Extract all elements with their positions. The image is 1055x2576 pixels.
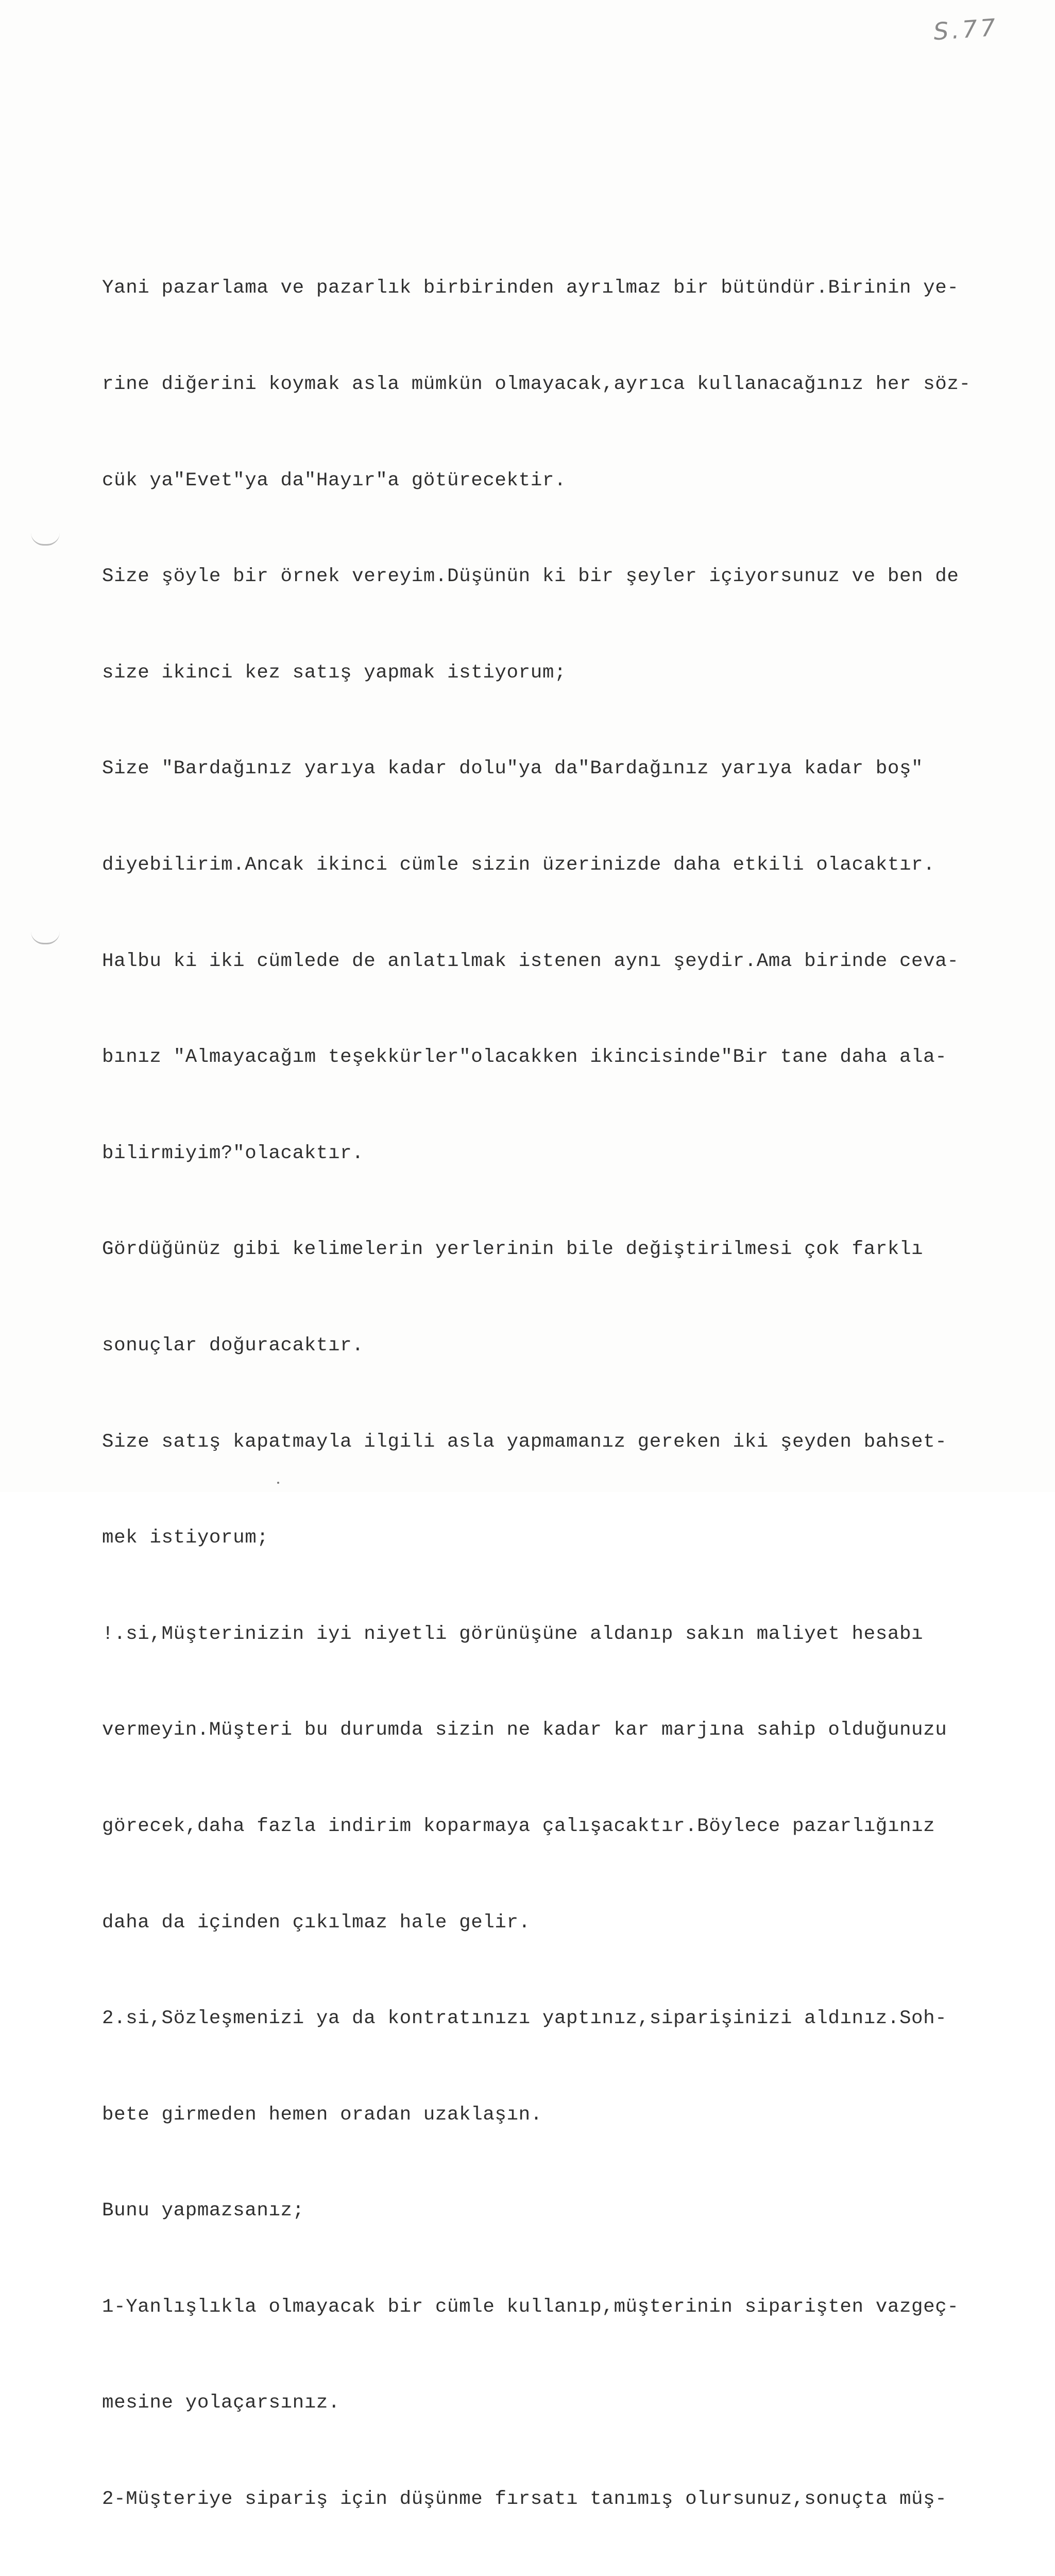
text-line: Gördüğünüz gibi kelimelerin yerlerinin bile değiştirilmesi çok farklı xyxy=(102,1239,924,1261)
text-line: mek istiyorum; xyxy=(102,1527,269,1549)
text-line: Halbu ki iki cümlede de anlatılmak istenen aynı şeydir.Ama birinde ceva- xyxy=(102,950,959,972)
text-line: bete girmeden hemen oradan uzaklaşın. xyxy=(102,2104,542,2126)
text-line: !.si,Müşterinizin iyi niyetli görünüşüne aldanıp sakın maliyet hesabı xyxy=(102,1623,924,1645)
text-line: daha da içinden çıkılmaz hale gelir. xyxy=(102,1911,531,1934)
text-line: Yani pazarlama ve pazarlık birbirinden ayrılmaz bir bütündür.Birinin ye- xyxy=(102,277,959,299)
text-line: size ikinci kez satış yapmak istiyorum; xyxy=(102,662,567,684)
scan-speck xyxy=(277,1482,279,1484)
text-line: 2-Müşteriye sipariş için düşünme fırsatı tanımış olursunuz,sonuçta müş- xyxy=(102,2488,947,2511)
text-line: Size satış kapatmayla ilgili asla yapmamanız gereken iki şeyden bahset- xyxy=(102,1431,947,1453)
typewritten-body-text xyxy=(102,208,1024,2576)
text-line: bınız "Almayacağım teşekkürler"olacakken ikincisinde"Bir tane daha ala- xyxy=(102,1046,947,1069)
text-line: görecek,daha fazla indirim koparmaya çalışacaktır.Böylece pazarlığınız xyxy=(102,1815,935,1837)
text-line: rine diğerini koymak asla mümkün olmayacak,ayrıca kullanacağınız her söz- xyxy=(102,374,971,395)
text-line: Bunu yapmazsanız; xyxy=(102,2200,304,2222)
text-line: vermeyin.Müşteri bu durumda sizin ne kadar kar marjına sahip olduğunuzu xyxy=(102,1719,947,1741)
text-line: cük ya"Evet"ya da"Hayır"a götürecektir. xyxy=(102,469,567,492)
text-line: 2.si,Sözleşmenizi ya da kontratınızı yaptınız,siparişinizi aldınız.Soh- xyxy=(102,2008,947,2030)
text-line: Size "Bardağınız yarıya kadar dolu"ya da"Bardağınız yarıya kadar boş" xyxy=(102,758,924,780)
handwritten-page-number: S.77 xyxy=(932,13,1000,46)
punch-hole-mark-top xyxy=(31,533,60,546)
text-line: diyebilirim.Ancak ikinci cümle sizin üzerinizde daha etkili olacaktır. xyxy=(102,854,935,876)
punch-hole-mark-bottom xyxy=(31,931,60,944)
text-line: bilirmiyim?"olacaktır. xyxy=(102,1142,364,1164)
text-line: mesine yolaçarsınız. xyxy=(102,2392,341,2414)
text-line: sonuçlar doğuracaktır. xyxy=(102,1334,364,1357)
text-line: 1-Yanlışlıkla olmayacak bir cümle kullanıp,müşterinin siparişten vazgeç- xyxy=(102,2296,959,2318)
text-line: Size şöyle bir örnek vereyim.Düşünün ki bir şeyler içiyorsunuz ve ben de xyxy=(102,566,959,588)
